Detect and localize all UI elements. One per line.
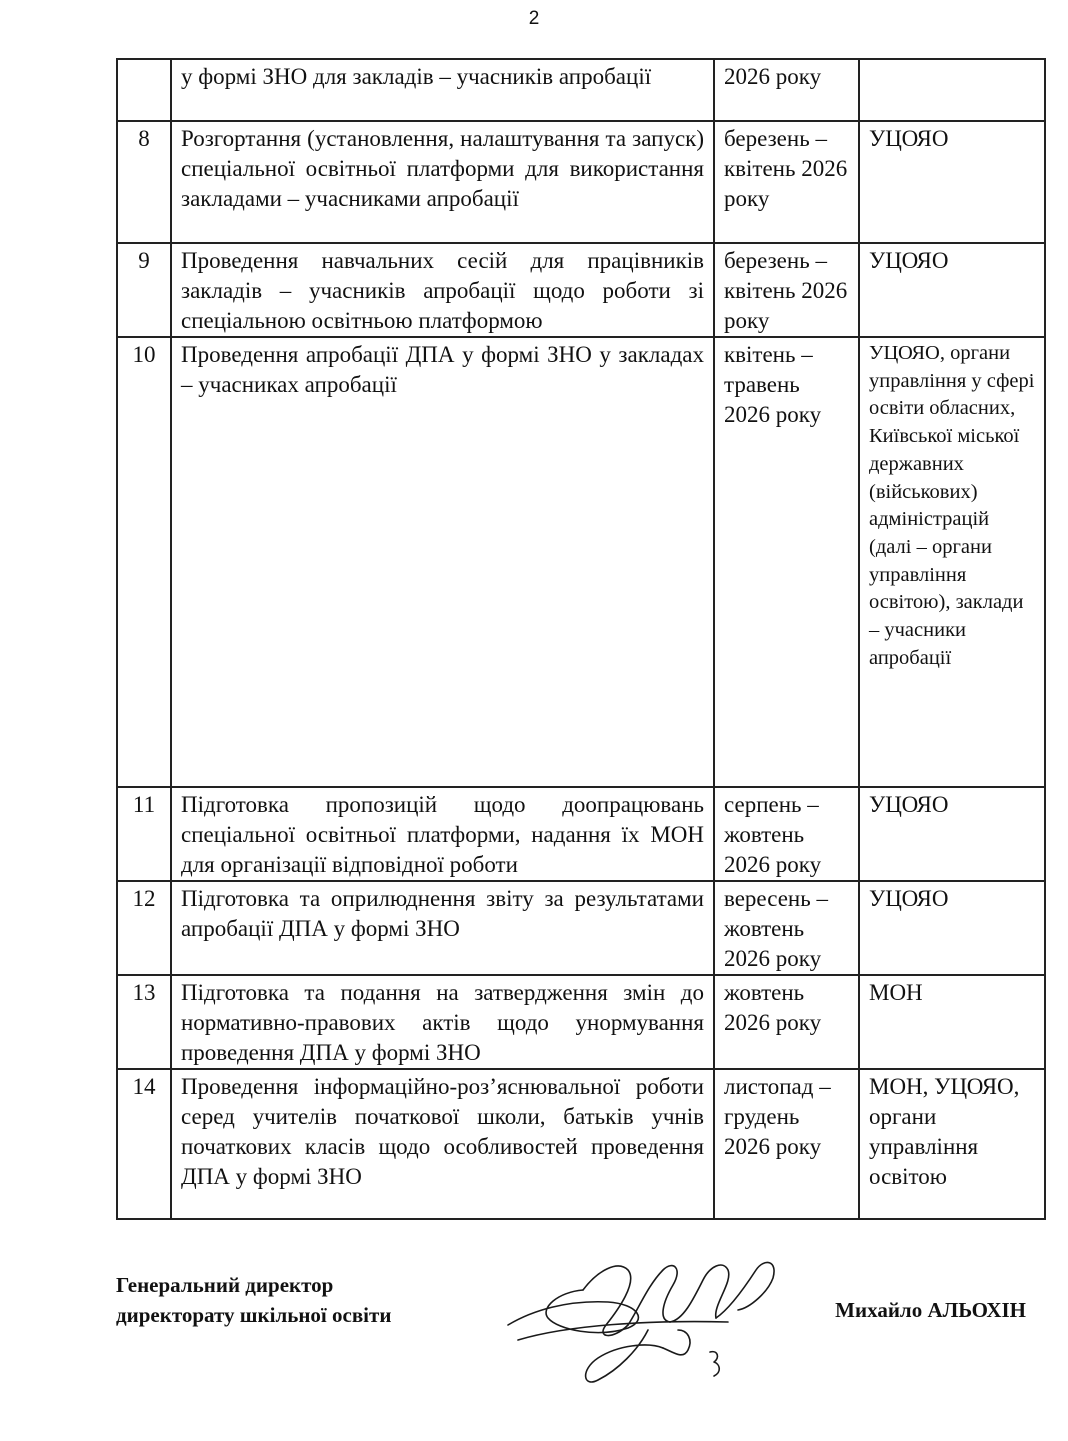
term-text: листопад – грудень 2026 року <box>714 1069 859 1219</box>
row-number <box>117 59 171 121</box>
table-row <box>117 787 1045 881</box>
table-row <box>117 975 1045 1069</box>
responsible-text: УЦОЯО <box>859 243 1045 337</box>
table-row <box>117 881 1045 975</box>
task-text: Підготовка та подання на затвердження змін до нормативно-правових актів щодо унормування проведення ДПА у формі ЗНО <box>171 975 714 1069</box>
table-row <box>117 1069 1045 1219</box>
signature-block <box>116 1270 1044 1400</box>
row-number: 14 <box>117 1069 171 1219</box>
table-row <box>117 243 1045 337</box>
term-text: квітень – травень 2026 року <box>714 337 859 787</box>
row-number: 10 <box>117 337 171 787</box>
row-number: 13 <box>117 975 171 1069</box>
task-text: Підготовка пропозицій щодо доопрацювань спеціальної освітньої платформи, надання їх МОН для організації відповідної роботи <box>171 787 714 881</box>
responsible-text: МОН <box>859 975 1045 1069</box>
term-text: жовтень 2026 року <box>714 975 859 1069</box>
task-text: у формі ЗНО для закладів – учасників апробації <box>171 59 714 121</box>
task-text: Підготовка та оприлюднення звіту за результатами апробації ДПА у формі ЗНО <box>171 881 714 975</box>
term-text: серпень – жовтень 2026 року <box>714 787 859 881</box>
row-number: 9 <box>117 243 171 337</box>
table-row <box>117 121 1045 243</box>
responsible-text: МОН, УЦОЯО, органи управління освітою <box>859 1069 1045 1219</box>
term-text: 2026 року <box>714 59 859 121</box>
table-row <box>117 59 1045 121</box>
plan-table <box>116 58 1046 1220</box>
responsible-text <box>859 59 1045 121</box>
term-text: березень – квітень 2026 року <box>714 121 859 243</box>
task-text: Розгортання (установлення, налаштування та запуск) спеціальної освітньої платформи для використання закладами – учасниками апробації <box>171 121 714 243</box>
handwritten-signature <box>488 1230 788 1400</box>
task-text: Проведення апробації ДПА у формі ЗНО у закладах – учасниках апробації <box>171 337 714 787</box>
row-number: 12 <box>117 881 171 975</box>
responsible-text: УЦОЯО, органи управління у сфері освіти обласних, Київської міської державних (військових) адміністрацій (далі – органи управління освітою), заклади – учасники апробації <box>859 337 1045 787</box>
responsible-text: УЦОЯО <box>859 121 1045 243</box>
responsible-text: УЦОЯО <box>859 881 1045 975</box>
row-number: 8 <box>117 121 171 243</box>
position-line: Генеральний директор <box>116 1273 334 1297</box>
row-number: 11 <box>117 787 171 881</box>
task-text: Проведення інформаційно-роз’яснювальної роботи серед учителів початкової школи, батьків учнів початкових класів щодо особливостей проведення ДПА у формі ЗНО <box>171 1069 714 1219</box>
responsible-text: УЦОЯО <box>859 787 1045 881</box>
page-number: 2 <box>528 8 540 29</box>
term-text: березень – квітень 2026 року <box>714 243 859 337</box>
signer-position <box>116 1270 391 1330</box>
signer-name: Михайло АЛЬОХІН <box>835 1298 1026 1322</box>
term-text: вересень – жовтень 2026 року <box>714 881 859 975</box>
table-row <box>117 337 1045 787</box>
task-text: Проведення навчальних сесій для працівників закладів – учасників апробації щодо роботи зі спеціальною освітньою платформою <box>171 243 714 337</box>
position-line: директорату шкільної освіти <box>116 1303 392 1327</box>
